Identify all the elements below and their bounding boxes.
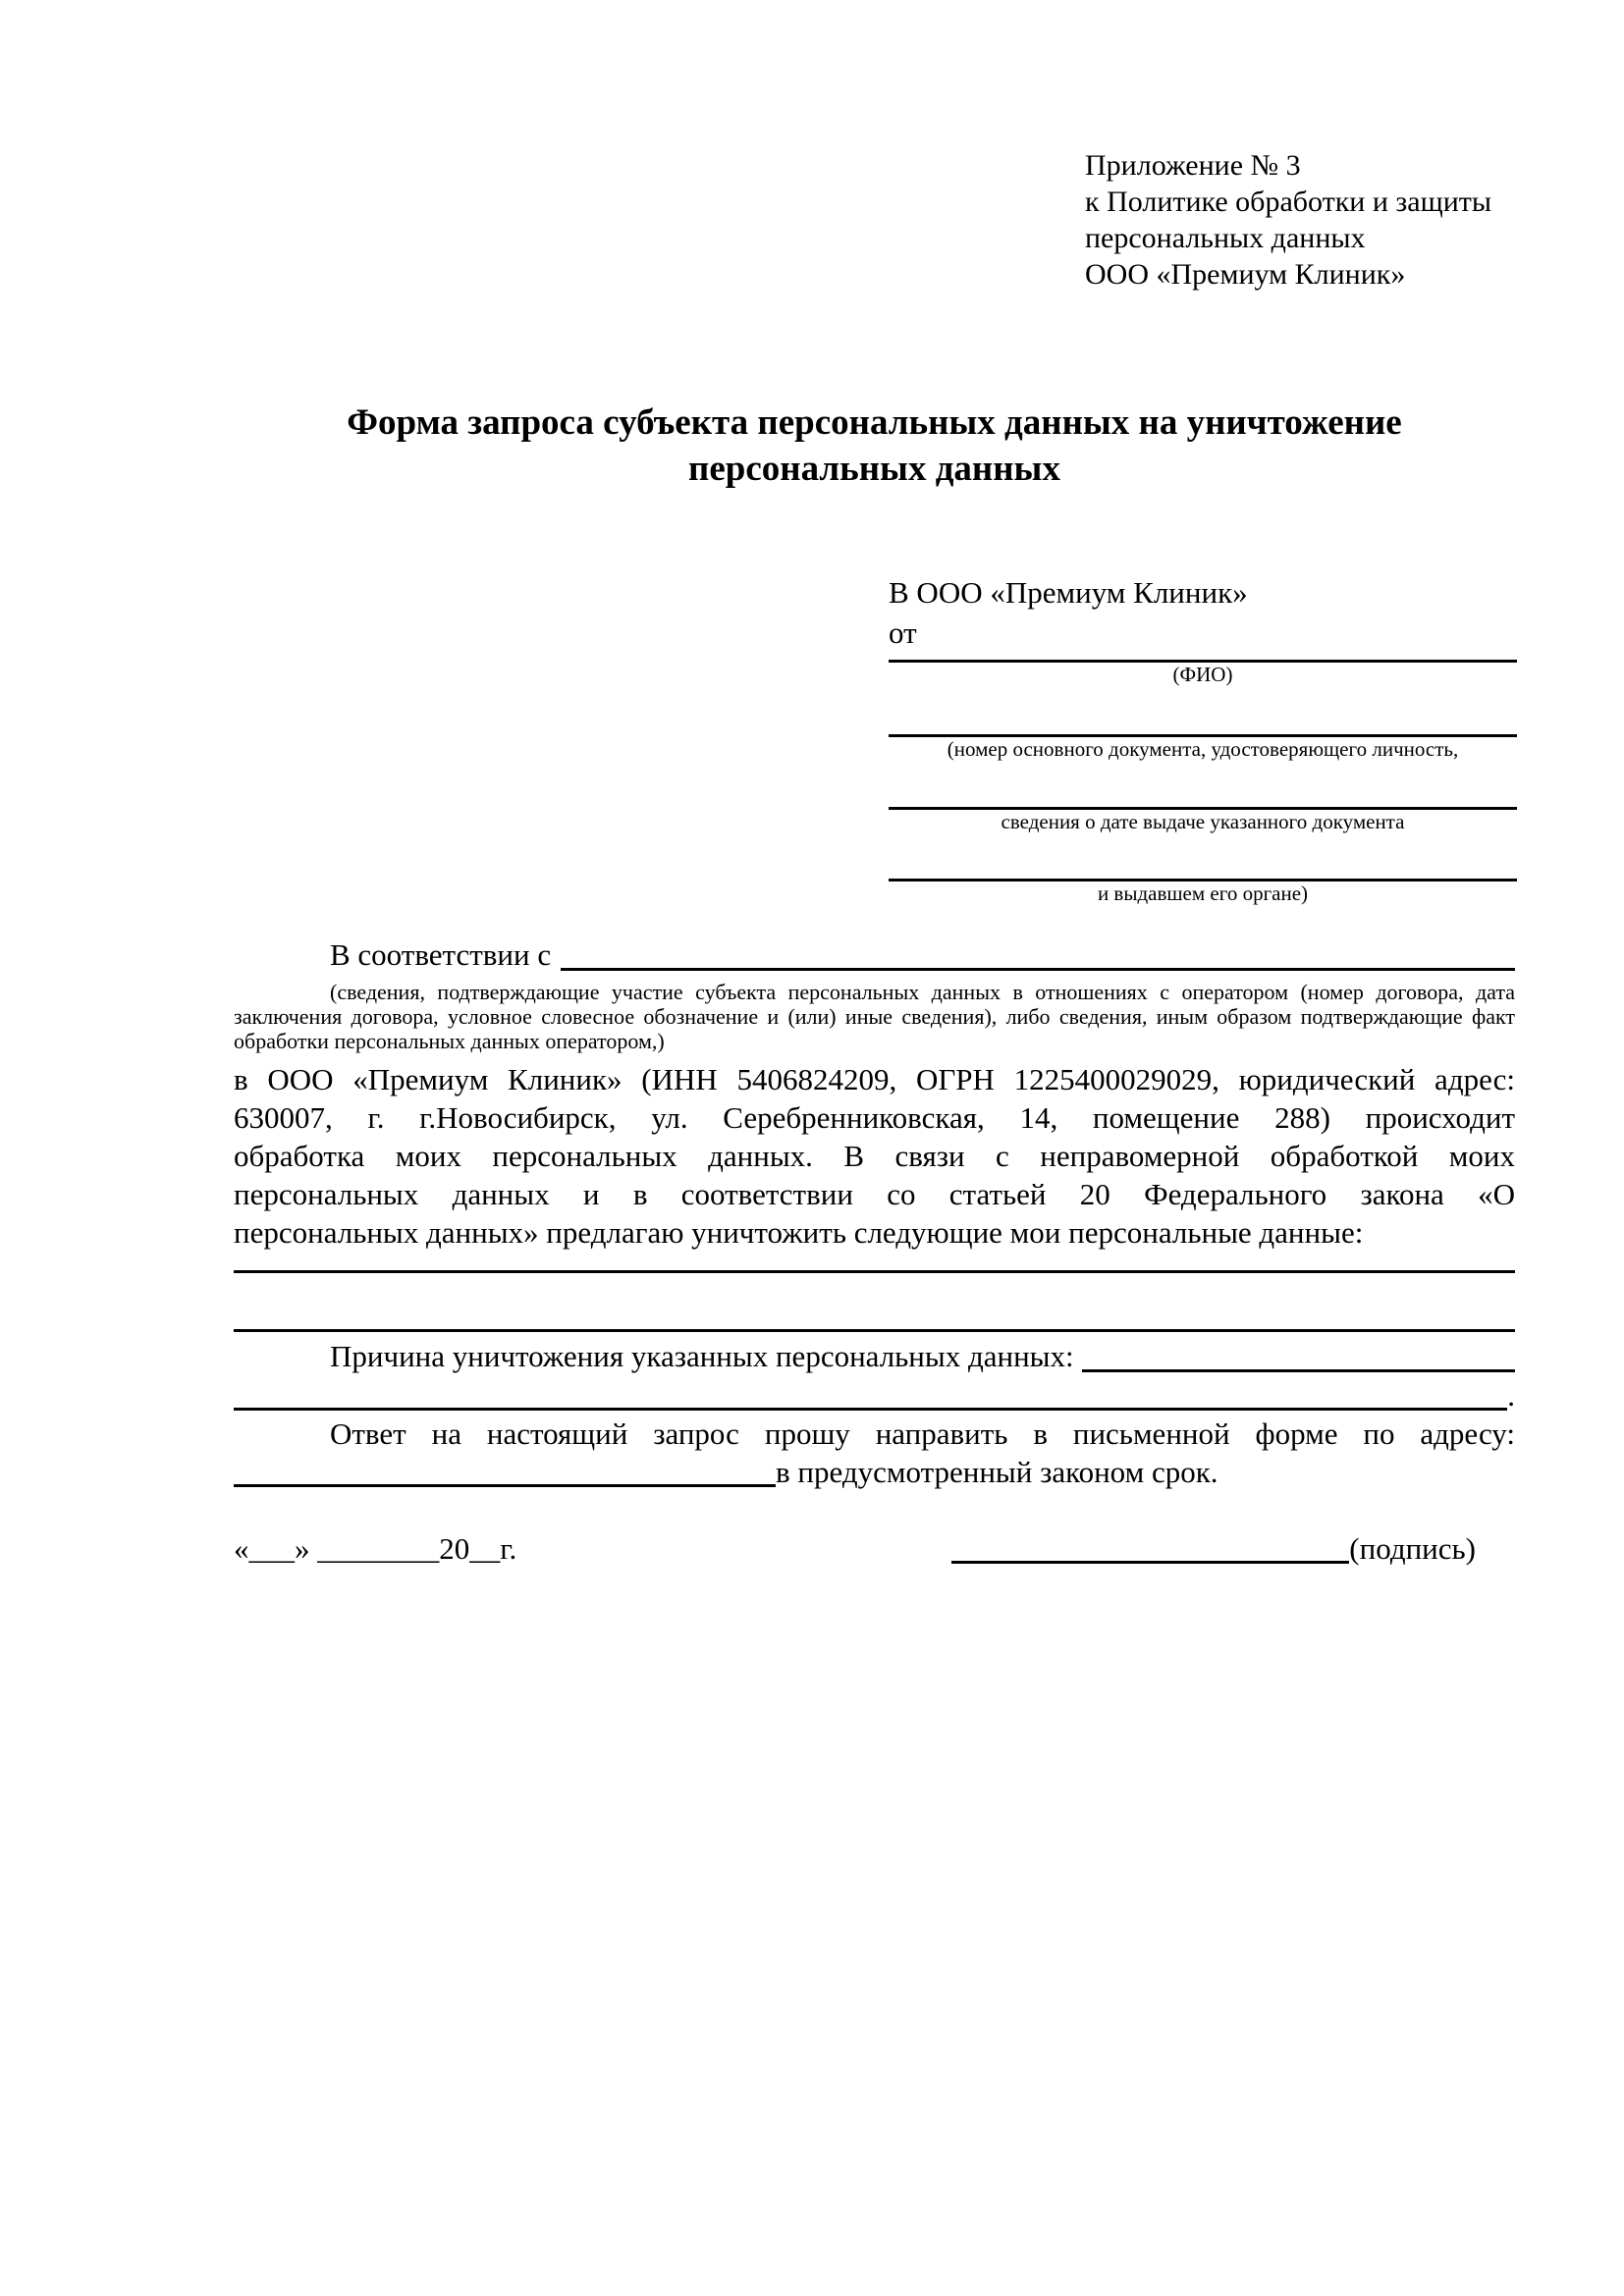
page-title (234, 400, 1515, 492)
fio-caption: (ФИО) (1172, 663, 1233, 686)
main-paragraph-line: персональных данных и в соответствии со статьей 20 Федерального закона «О (234, 1177, 1515, 1211)
doc-issuer-field (889, 879, 1517, 905)
signature-caption: (подпись) (1349, 1531, 1476, 1566)
reason-label: Причина уничтожения указанных персональных данных: (330, 1339, 1074, 1373)
page-title-line: персональных данных (688, 449, 1060, 489)
doc-number-caption: (номер основного документа, удостоверяющего личность, (947, 737, 1459, 761)
from-label: от (889, 615, 917, 650)
accordance-note-line: обработки персональных данных оператором,) (234, 1029, 665, 1053)
data-to-destroy-fill-line-1[interactable] (234, 1270, 1515, 1273)
accordance-label: В соответствии с (330, 937, 552, 972)
page-title-line: Форма запроса субъекта персональных данных на уничтожение (347, 402, 1402, 443)
recipient-line: В ООО «Премиум Клиник» (889, 575, 1248, 610)
footer-row (234, 1529, 1515, 1569)
response-paragraph: Ответ на настоящий запрос прошу направить в письменной форме по адресу: (330, 1416, 1515, 1451)
appendix-header (1085, 147, 1537, 293)
main-paragraph-line: обработка моих персональных данных. В связи с неправомерной обработкой моих (234, 1139, 1515, 1173)
appendix-line: Приложение № 3 (1085, 149, 1301, 182)
fio-field (889, 660, 1517, 686)
reason-continuation-fill-line[interactable] (234, 1408, 1507, 1411)
accordance-row (234, 935, 1515, 975)
doc-issue-date-field (889, 807, 1517, 833)
data-to-destroy-fill-line-2[interactable] (234, 1329, 1515, 1332)
appendix-line: ООО «Премиум Клиник» (1085, 258, 1406, 291)
response-address-row (234, 1453, 1515, 1492)
address-fill-line[interactable] (234, 1484, 776, 1487)
main-paragraph-line: 630007, г. г.Новосибирск, ул. Серебренниковская, 14, помещение 288) происходит (234, 1100, 1515, 1135)
date-fill-text[interactable]: «___» ________20__г. (234, 1531, 517, 1566)
footer-spacer (516, 1529, 951, 1569)
appendix-line: к Политике обработки и защиты (1085, 186, 1492, 218)
doc-issue-date-caption: сведения о дате выдаче указанного документа (1001, 810, 1405, 833)
reason-fill-line[interactable] (1082, 1369, 1515, 1372)
accordance-note (234, 980, 1515, 1053)
reason-row (234, 1337, 1515, 1376)
doc-number-field (889, 734, 1517, 761)
appendix-line: персональных данных (1085, 222, 1366, 254)
doc-issuer-caption: и выдавшем его органе) (1097, 881, 1309, 905)
main-paragraph-line: в ООО «Премиум Клиник» (ИНН 5406824209, ОГРН 1225400029029, юридический адрес: (234, 1062, 1515, 1096)
main-paragraph-line: персональных данных» предлагаю уничтожить следующие мои персональные данные: (234, 1215, 1364, 1250)
accordance-fill-line[interactable] (561, 968, 1515, 971)
accordance-note-line: (сведения, подтверждающие участие субъекта персональных данных в отношениях с оператором (номер договора, дата (330, 980, 1515, 1004)
signature-fill-line[interactable] (951, 1561, 1349, 1564)
period-text: . (1507, 1378, 1515, 1413)
reason-continuation-row (234, 1376, 1515, 1415)
accordance-note-line: заключения договора, условное словесное обозначение и (или) иные сведения), либо сведения, иным образом подтверждающие факт (234, 1004, 1515, 1029)
addressee-block (889, 572, 1517, 905)
main-paragraph (234, 1060, 1515, 1252)
response-tail: в предусмотренный законом срок. (776, 1455, 1218, 1489)
